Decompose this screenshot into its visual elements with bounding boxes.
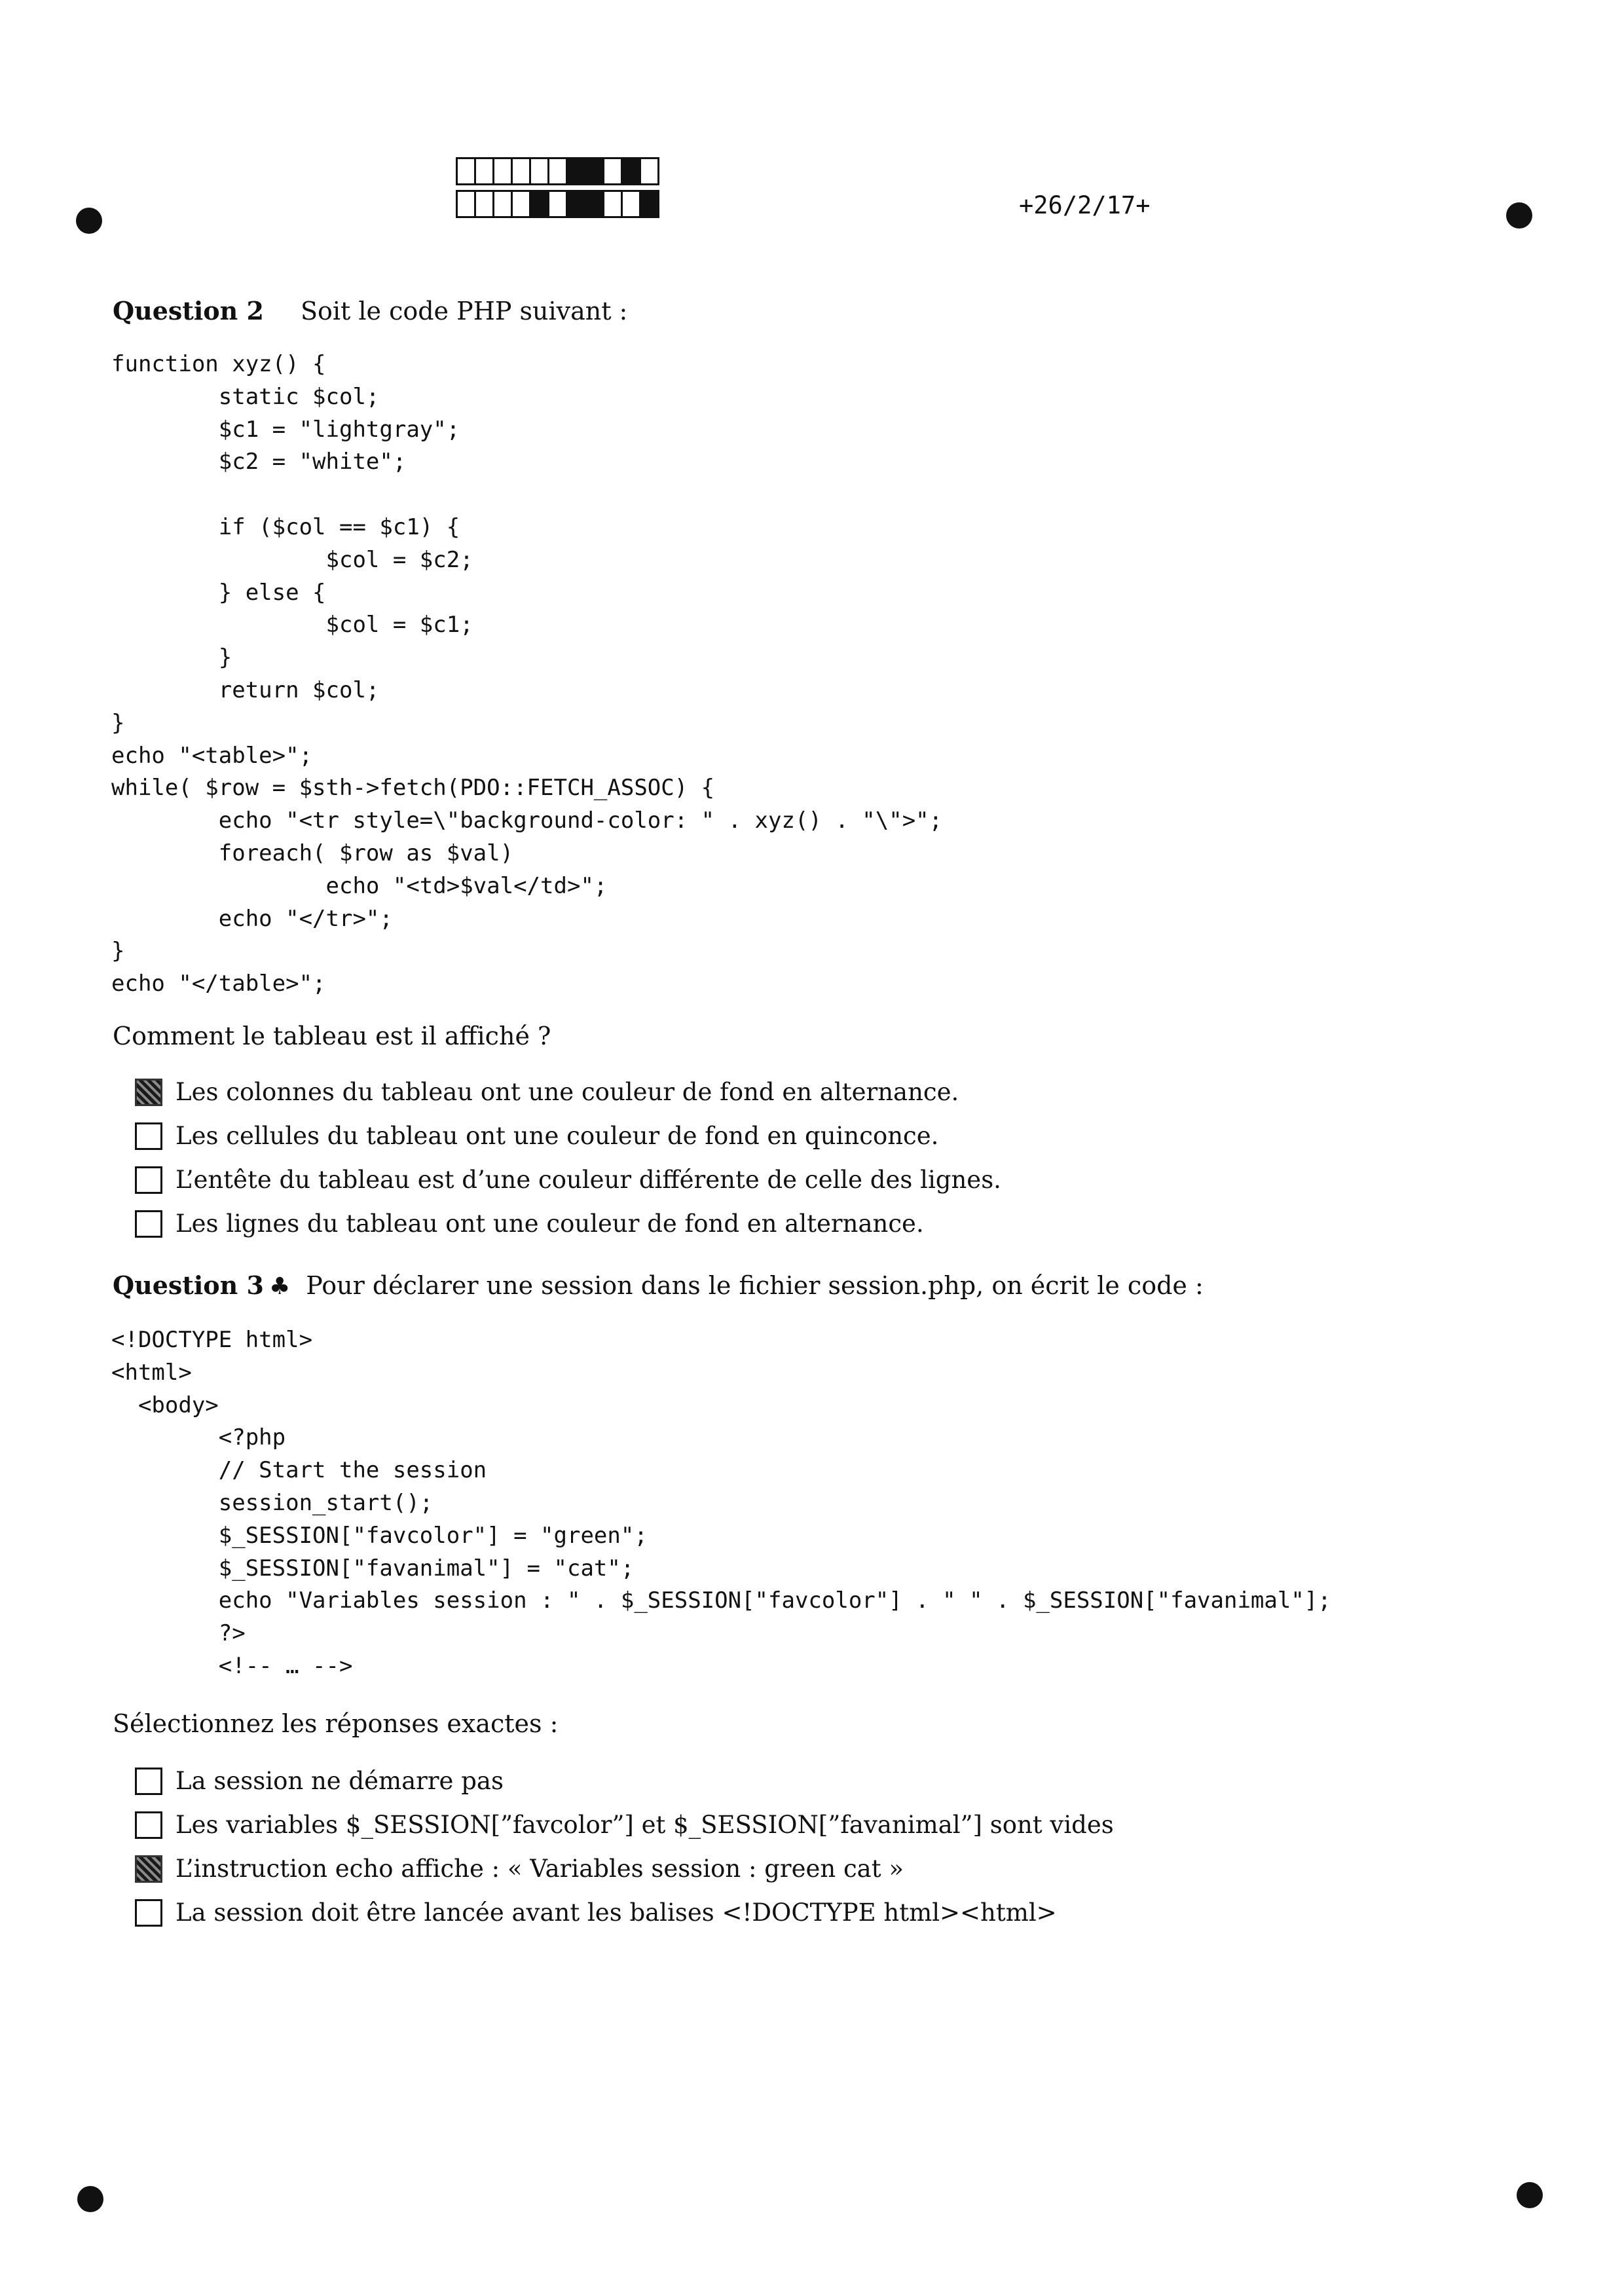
q3-option-2[interactable] (135, 1803, 1114, 1847)
q3-option-3-label: L’instruction echo affiche : « Variables session : green cat » (175, 1855, 904, 1883)
question-2-prompt: Comment le tableau est il affiché ? (113, 1022, 551, 1050)
barcode-cell (511, 157, 531, 185)
q3-option-4-label: La session doit être lancée avant les balises <!DOCTYPE html><html> (175, 1898, 1057, 1927)
q3-option-1-label: La session ne démarre pas (175, 1767, 504, 1795)
barcode-cell (456, 157, 476, 185)
q2-option-2-checkbox[interactable] (135, 1122, 162, 1150)
barcode-cell (584, 157, 604, 185)
barcode-cell (547, 190, 568, 218)
barcode-cell (474, 157, 494, 185)
q3-option-2-label: Les variables $_SESSION[”favcolor”] et $_SESSION[”favanimal”] sont vides (175, 1811, 1114, 1839)
q3-option-2-checkbox[interactable] (135, 1811, 162, 1839)
q2-option-4-checkbox[interactable] (135, 1210, 162, 1238)
barcode-row-2 (456, 190, 657, 218)
barcode-cell (602, 190, 623, 218)
question-3-prompt: Sélectionnez les réponses exactes : (113, 1709, 559, 1738)
barcode-cell (566, 157, 586, 185)
question-2-code: function xyz() { static $col; $c1 = "lightgray"; $c2 = "white"; if ($col == $c1) { $col = $c2; } else { $col = $c1; } return $col; } echo "<table>"; while( $row = $sth->fetch(PDO::FETCH_ASSOC) { echo "<tr style=\"background-color: " . xyz() . "\">"; foreach( $row as $val) echo "<td>$val</td>"; echo "</tr>"; } echo "</table>"; (111, 351, 943, 997)
barcode-cell (621, 157, 641, 185)
q2-option-4[interactable] (135, 1202, 1001, 1246)
q3-option-4[interactable] (135, 1891, 1114, 1935)
q2-option-4-label: Les lignes du tableau ont une couleur de fond en alternance. (175, 1210, 924, 1238)
barcode-cell (621, 190, 641, 218)
q3-option-3-checkbox[interactable] (135, 1855, 162, 1883)
q3-option-4-checkbox[interactable] (135, 1899, 162, 1927)
barcode-cell (492, 190, 513, 218)
registration-mark-top-left (76, 208, 102, 234)
q2-option-2-label: Les cellules du tableau ont une couleur de fond en quinconce. (175, 1122, 939, 1150)
barcode-cell (456, 190, 476, 218)
question-3-code: <!DOCTYPE html> <html> <body> <?php // Start the session session_start(); $_SESSION["favcolor"] = "green"; $_SESSION["favanimal"] = "cat"; echo "Variables session : " . $_SESSION["favcolor"] . " " . $_SESSION["favanimal"]; ?> <!-- … --> (111, 1327, 1331, 1679)
q2-option-3-label: L’entête du tableau est d’une couleur différente de celle des lignes. (175, 1166, 1001, 1194)
q2-option-3-checkbox[interactable] (135, 1166, 162, 1194)
club-icon: ♣ (268, 1273, 291, 1300)
barcode-cell (584, 190, 604, 218)
q3-option-3[interactable] (135, 1847, 1114, 1891)
barcode-row-1 (456, 157, 657, 185)
barcode-cell (529, 157, 549, 185)
barcode-cell (529, 190, 549, 218)
question-3-number: Question 3 (113, 1270, 264, 1300)
q2-option-1-checkbox[interactable] (135, 1079, 162, 1106)
q2-option-1[interactable] (135, 1070, 1001, 1114)
page-code: +26/2/17+ (1019, 191, 1151, 219)
barcode-cell (474, 190, 494, 218)
question-3-header (113, 1270, 1204, 1300)
question-3-options (135, 1759, 1114, 1935)
q3-option-1[interactable] (135, 1759, 1114, 1803)
barcode-cell (511, 190, 531, 218)
barcode-cell (566, 190, 586, 218)
registration-mark-top-right (1506, 202, 1532, 229)
barcode-cell (602, 157, 623, 185)
question-2-options (135, 1070, 1001, 1246)
barcode-cell (492, 157, 513, 185)
q2-option-1-label: Les colonnes du tableau ont une couleur de fond en alternance. (175, 1078, 959, 1106)
registration-mark-bottom-right (1517, 2182, 1543, 2208)
q2-option-3[interactable] (135, 1158, 1001, 1202)
barcode-cell (639, 190, 659, 218)
question-3-intro: Pour déclarer une session dans le fichier session.php, on écrit le code : (306, 1271, 1204, 1300)
registration-mark-bottom-left (77, 2186, 103, 2212)
q2-option-2[interactable] (135, 1114, 1001, 1158)
question-2-intro: Soit le code PHP suivant : (300, 297, 628, 325)
barcode-cell (639, 157, 659, 185)
question-2-header (113, 296, 627, 325)
q3-option-1-checkbox[interactable] (135, 1768, 162, 1795)
question-2-number: Question 2 (113, 296, 264, 325)
barcode-cell (547, 157, 568, 185)
